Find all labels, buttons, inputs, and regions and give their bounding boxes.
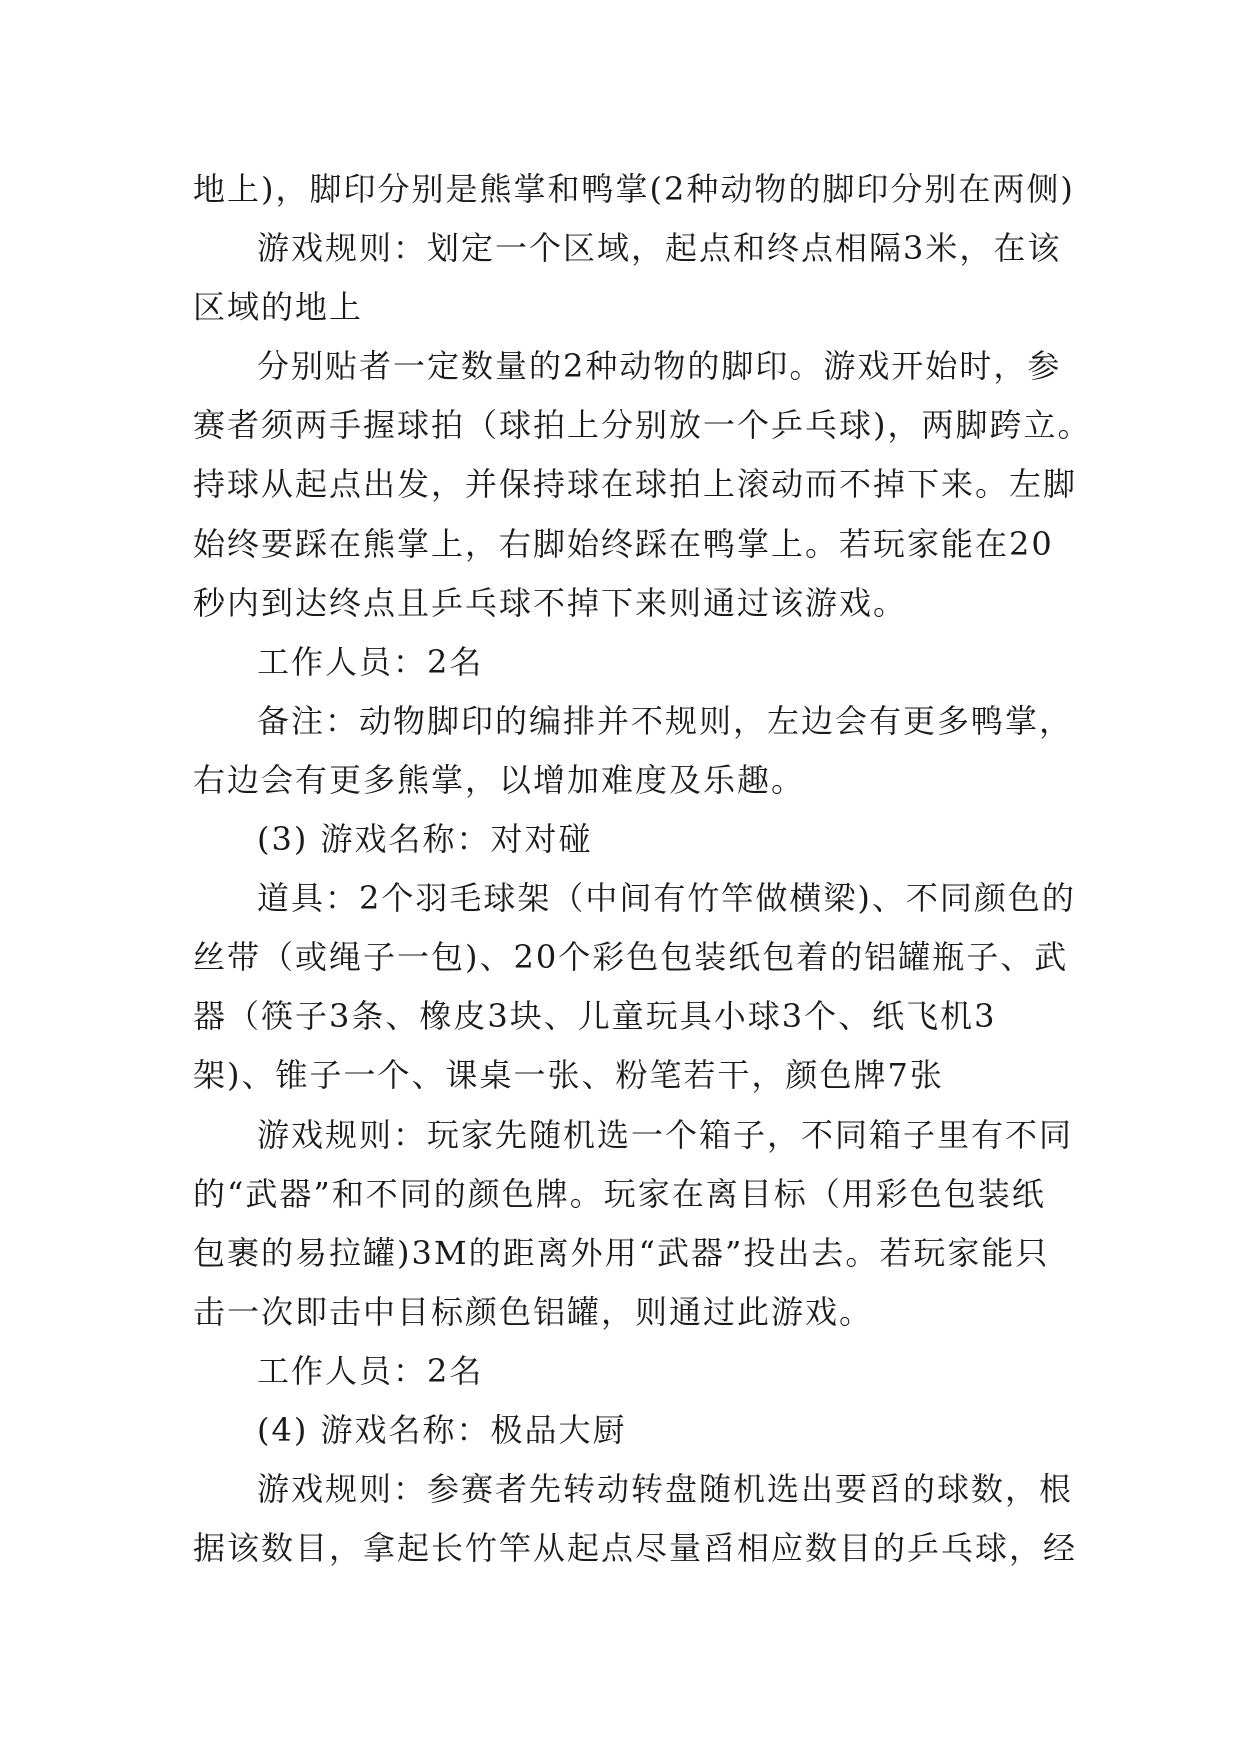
text-line: 秒内到达终点且乒乓球不掉下来则通过该游戏。 <box>193 583 908 622</box>
text-line: 分别贴者一定数量的2种动物的脚印。游戏开始时，参 <box>257 347 1062 386</box>
text-line: 始终要踩在熊掌上，右脚始终踩在鸭掌上。若玩家能在20 <box>193 524 1054 563</box>
document-body <box>193 160 1092 1578</box>
text-line: 击一次即击中目标颜色铝罐，则通过此游戏。 <box>193 1292 874 1331</box>
text-line: 的“武器”和不同的颜色牌。玩家在离目标（用彩色包装纸 <box>193 1174 1046 1213</box>
text-line: 游戏规则：玩家先随机选一个箱子，不同箱子里有不同 <box>257 1115 1074 1154</box>
text-line: 道具：2个羽毛球架（中间有竹竿做横梁)、不同颜色的 <box>257 879 1076 918</box>
text-line: 地上)，脚印分别是熊掌和鸭掌(2种动物的脚印分别在两侧) <box>193 170 1075 208</box>
text-line: 架)、锥子一个、课桌一张、粉笔若干，颜色牌7张 <box>193 1056 944 1095</box>
text-line: 据该数目，拿起长竹竿从起点尽量舀相应数目的乒乓球，经 <box>193 1529 1078 1568</box>
text-line: 右边会有更多熊掌，以增加难度及乐趣。 <box>193 760 806 799</box>
text-line: 备注：动物脚印的编排并不规则，左边会有更多鸭掌， <box>257 701 1074 740</box>
text-line: 器（筷子3条、橡皮3块、儿童玩具小球3个、纸飞机3 <box>193 997 997 1036</box>
text-line: (4) 游戏名称：极品大厨 <box>257 1410 627 1449</box>
text-line: 包裹的易拉罐)3M的距离外用“武器”投出去。若玩家能只 <box>193 1233 1050 1272</box>
text-line: 游戏规则：参赛者先转动转盘随机选出要舀的球数，根 <box>257 1470 1074 1509</box>
text-line: (3) 游戏名称：对对碰 <box>257 820 593 859</box>
text-line: 丝带（或绳子一包)、20个彩色包装纸包着的铝罐瓶子、武 <box>193 938 1069 977</box>
text-line: 区域的地上 <box>193 288 364 327</box>
text-line: 游戏规则：划定一个区域，起点和终点相隔3米，在该 <box>257 229 1062 268</box>
text-line: 工作人员：2名 <box>257 1351 484 1390</box>
text-line: 持球从起点出发，并保持球在球拍上滚动而不掉下来。左脚 <box>193 465 1078 504</box>
text-line: 赛者须两手握球拍（球拍上分别放一个乒乓球)，两脚跨立。 <box>193 406 1092 445</box>
text-line: 工作人员：2名 <box>257 642 484 681</box>
